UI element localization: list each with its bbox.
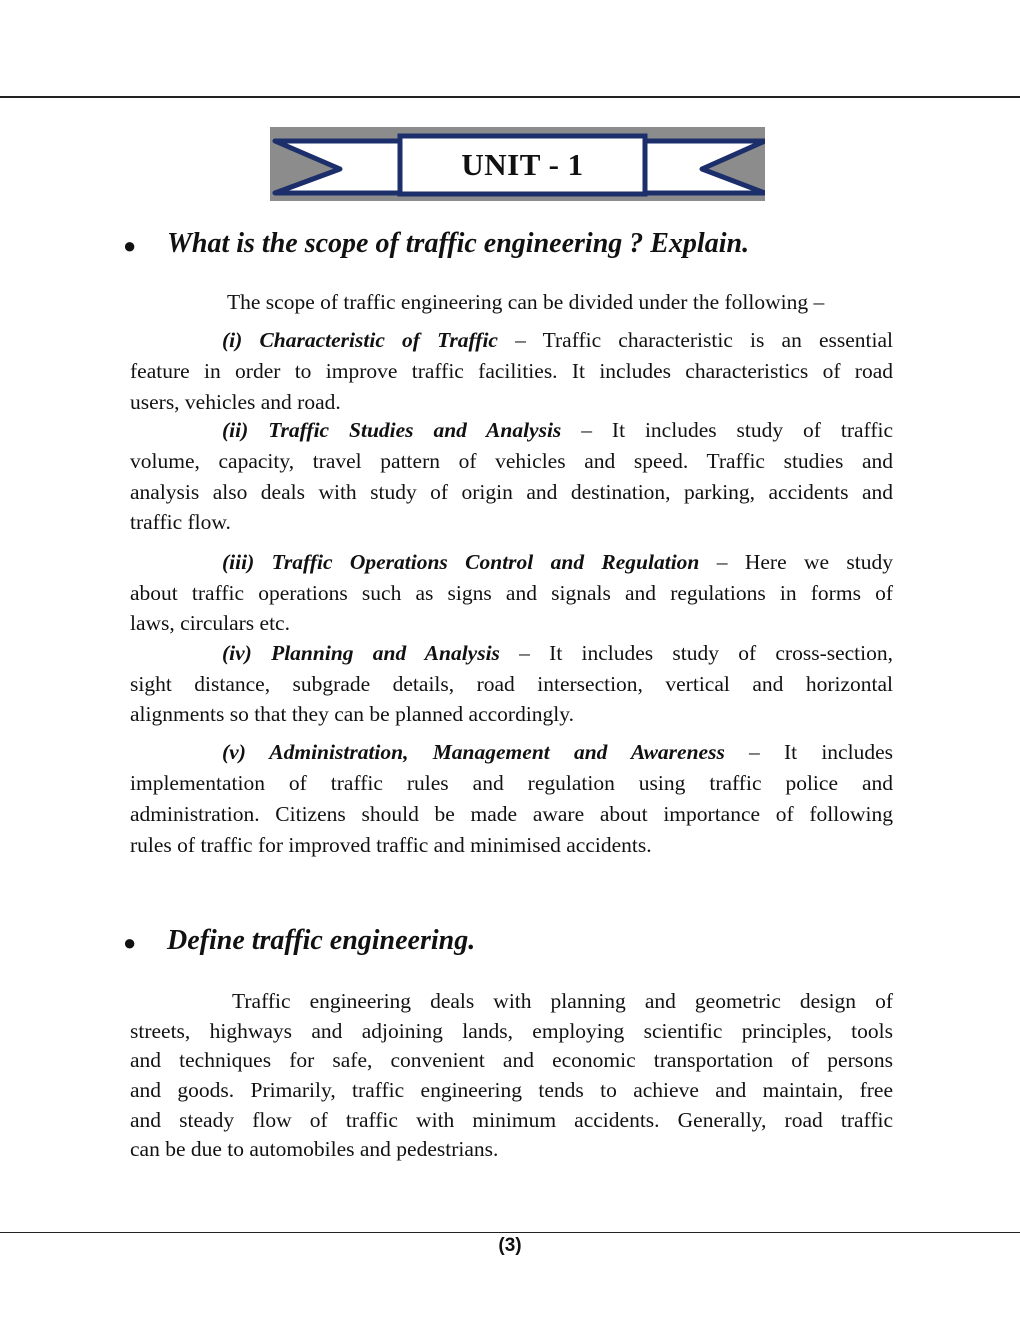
definition-line: and goods. Primarily, traffic engineering tends to achieve and maintain, free [130, 1078, 893, 1102]
scope-item-2-first-line [222, 417, 893, 443]
scope-item-5-line: implementation of traffic rules and regulation using traffic police and [130, 771, 893, 795]
scope-item-5-line: administration. Citizens should be made aware about importance of following [130, 802, 893, 826]
scope-item-title: (iii) Traffic Operations Control and Regulation [222, 550, 700, 574]
question-text: Define traffic engineering. [167, 925, 476, 956]
scope-item-text: – It includes study of cross-section, [499, 641, 894, 665]
definition-line: can be due to automobiles and pedestrians. [130, 1137, 499, 1161]
scope-item-5-first-line [222, 739, 893, 765]
scope-item-1-first-line [222, 327, 893, 353]
definition-line: Traffic engineering deals with planning and geometric design of [232, 989, 893, 1013]
scope-item-5-line: rules of traffic for improved traffic and minimised accidents. [130, 833, 652, 857]
intro-text: The scope of traffic engineering can be divided under the following – [227, 290, 825, 314]
scope-item-4-first-line [222, 640, 893, 666]
footer-rule [0, 1232, 1020, 1233]
question-text: What is the scope of traffic engineering ? Explain. [167, 228, 750, 259]
definition-line: and techniques for safe, convenient and economic transportation of persons [130, 1048, 893, 1072]
scope-item-title: (ii) Traffic Studies and Analysis [222, 418, 562, 442]
scope-item-3-first-line [222, 549, 893, 575]
intro-line [227, 289, 893, 315]
scope-item-4-line: alignments so that they can be planned accordingly. [130, 702, 574, 726]
bullet-icon: ● [123, 232, 137, 258]
definition-line: streets, highways and adjoining lands, employing scientific principles, tools [130, 1019, 893, 1043]
scope-item-text: – Here we study [699, 550, 893, 574]
scope-item-text: – Traffic characteristic is an essential [497, 328, 893, 352]
scope-item-2-line: analysis also deals with study of origin and destination, parking, accidents and [130, 480, 893, 504]
scope-item-3-line: about traffic operations such as signs and signals and regulations in forms of [130, 581, 893, 605]
page-number: (3) [498, 1235, 522, 1256]
scope-item-title: (i) Characteristic of Traffic [222, 328, 498, 352]
scope-item-2-line: volume, capacity, travel pattern of vehicles and speed. Traffic studies and [130, 449, 893, 473]
scope-item-title: (iv) Planning and Analysis [222, 641, 500, 665]
unit-title: UNIT - 1 [461, 147, 584, 182]
scope-item-1-line: users, vehicles and road. [130, 390, 341, 414]
scope-item-text: – It includes [724, 740, 893, 764]
scope-item-1-line: feature in order to improve traffic facilities. It includes characteristics of road [130, 359, 893, 383]
scope-item-text: – It includes study of traffic [561, 418, 893, 442]
question-heading-1 [123, 228, 749, 260]
scope-item-4-line: sight distance, subgrade details, road intersection, vertical and horizontal [130, 672, 893, 696]
definition-line: and steady flow of traffic with minimum accidents. Generally, road traffic [130, 1108, 893, 1132]
bullet-icon: ● [123, 929, 137, 955]
scope-item-3-line: laws, circulars etc. [130, 611, 290, 635]
header-rule [0, 96, 1020, 98]
scope-item-title: (v) Administration, Management and Awareness [222, 740, 725, 764]
scope-item-2-line: traffic flow. [130, 510, 231, 534]
question-heading-2 [123, 925, 475, 957]
